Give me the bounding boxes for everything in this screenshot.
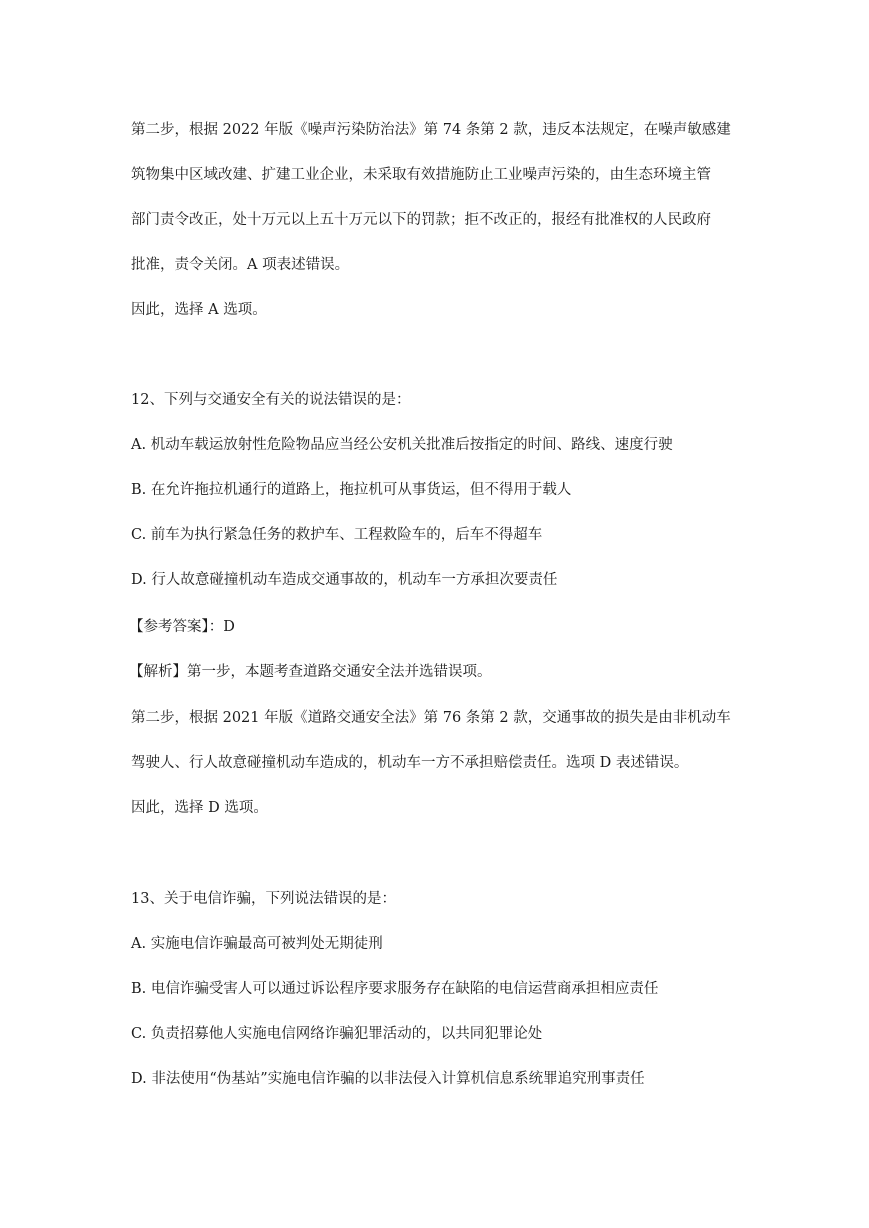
q13-option-a: A. 实施电信诈骗最高可被判处无期徒刑 xyxy=(131,936,383,952)
q12-analysis-step1: 【解析】第一步，本题考查道路交通安全法并选错误项。 xyxy=(129,664,492,680)
q13-option-d: D. 非法使用“伪基站”实施电信诈骗的以非法侵入计算机信息系统罪追究刑事责任 xyxy=(131,1071,645,1087)
q12-option-d: D. 行人故意碰撞机动车造成交通事故的，机动车一方承担次要责任 xyxy=(131,572,558,588)
q12-analysis-step2-line-1: 第二步，根据 2021 年版《道路交通安全法》第 76 条第 2 款，交通事故的损失是由非机动车 xyxy=(131,710,731,726)
q12-conclusion: 因此，选择 D 选项。 xyxy=(131,800,268,816)
q13-option-b: B. 电信诈骗受害人可以通过诉讼程序要求服务存在缺陷的电信运营商承担相应责任 xyxy=(131,981,659,997)
q12-analysis-step2-line-2: 驾驶人、行人故意碰撞机动车造成的，机动车一方不承担赔偿责任。选项 D 表述错误。 xyxy=(131,755,689,771)
q12-answer: 【参考答案】：D xyxy=(129,619,235,635)
q11-conclusion: 因此，选择 A 选项。 xyxy=(131,302,267,318)
q11-step2-line-4: 批准，责令关闭。A 项表述错误。 xyxy=(131,257,350,273)
q11-step2-line-3: 部门责令改正，处十万元以上五十万元以下的罚款；拒不改正的，报经有批准权的人民政府 xyxy=(131,212,711,228)
q11-step2-line-2: 筑物集中区域改建、扩建工业企业，未采取有效措施防止工业噪声污染的，由生态环境主管 xyxy=(131,167,711,183)
q12-option-a: A. 机动车载运放射性危险物品应当经公安机关批准后按指定的时间、路线、速度行驶 xyxy=(131,437,673,453)
q12-option-c: C. 前车为执行紧急任务的救护车、工程救险车的，后车不得超车 xyxy=(131,527,543,543)
q12-question: 12、下列与交通安全有关的说法错误的是： xyxy=(131,392,411,408)
q13-question: 13、关于电信诈骗，下列说法错误的是： xyxy=(131,891,396,907)
q12-option-b: B. 在允许拖拉机通行的道路上，拖拉机可从事货运，但不得用于载人 xyxy=(131,482,572,498)
q13-option-c: C. 负责招募他人实施电信网络诈骗犯罪活动的，以共同犯罪论处 xyxy=(131,1026,543,1042)
q11-step2-line-1: 第二步，根据 2022 年版《噪声污染防治法》第 74 条第 2 款，违反本法规定，在噪声敏感建 xyxy=(131,122,731,138)
